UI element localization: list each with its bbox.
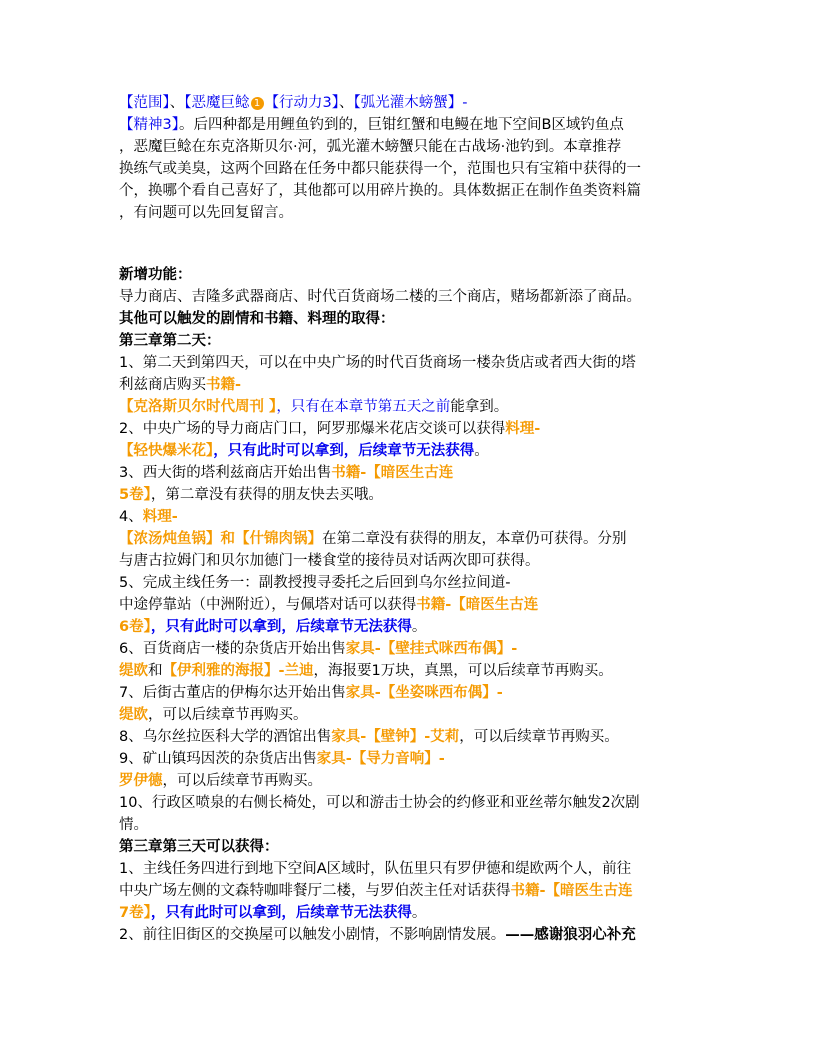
separator: 、 xyxy=(169,95,185,111)
demon-catfish-label: 【恶魔巨鲶 xyxy=(184,95,250,111)
document-page xyxy=(119,92,699,946)
highlight: 【轻快爆米花】 xyxy=(119,443,214,459)
item-3-line-a xyxy=(119,462,699,484)
spirit-label: 【精神3】 xyxy=(119,117,179,133)
note: ，只有此时可以拿到，后续章节无法获得 xyxy=(150,905,412,921)
note: ，只有在本章节第五天之前 xyxy=(276,399,451,415)
highlight: 书籍-【暗医生古连 xyxy=(510,883,633,899)
day3-item-1-line-a: 1、主线任务四进行到地下空间A区域时，队伍里只有罗伊德和缇欧两个人，前往 xyxy=(119,861,632,877)
item-1-line-b xyxy=(119,374,699,396)
text: ，可以后续章节再购买。 xyxy=(459,729,619,745)
highlight: 家具-【坐姿咪西布偶】- xyxy=(345,685,503,701)
dash: - xyxy=(462,95,468,111)
item-5-line-b xyxy=(119,594,699,616)
text: ，可以后续章节再购买。 xyxy=(148,707,308,723)
highlight: 书籍-【暗医生古连 xyxy=(331,465,454,481)
text: 能拿到。 xyxy=(450,399,509,415)
content-section xyxy=(119,264,699,946)
highlight: 缇欧 xyxy=(119,707,148,723)
highlight: 家具-【壁钟】-艾莉 xyxy=(331,729,460,745)
text: 7、后街古董店的伊梅尔达开始出售 xyxy=(119,685,346,701)
item-4-line-a xyxy=(119,506,699,528)
intro-line-4: 换练气或美臭，这两个回路在任务中都只能获得一个，范围也只有宝箱中获得的一 xyxy=(119,161,641,177)
highlight: 书籍-【暗医生古连 xyxy=(416,597,539,613)
item-4-line-b xyxy=(119,528,699,550)
item-1-line-c xyxy=(119,396,699,418)
text: 利兹商店购买 xyxy=(119,377,206,393)
text: 3、西大街的塔利兹商店开始出售 xyxy=(119,465,332,481)
highlight: 7卷】 xyxy=(119,905,151,921)
new-feature-title: 新增功能： xyxy=(119,267,192,283)
text: 中央广场左侧的文森特咖啡餐厅二楼，与罗伯茨主任对话获得 xyxy=(119,883,511,899)
text: 6、百货商店一楼的杂货店开始出售 xyxy=(119,641,346,657)
intro-line-5: 个，换哪个看自己喜好了，其他都可以用碎片换的。具体数据正在制作鱼类资料篇 xyxy=(119,183,641,199)
item-3-line-b xyxy=(119,484,699,506)
action-power-label: 【行动力3】 xyxy=(264,95,339,111)
highlight: 【克洛斯贝尔时代周刊 】 xyxy=(119,399,277,415)
item-7-line-a xyxy=(119,682,699,704)
arc-crab-label: 【弧光灌木螃蟹】 xyxy=(353,95,463,111)
separator: 、 xyxy=(338,95,354,111)
highlight: 罗伊德 xyxy=(119,773,163,789)
text: 2、前往旧街区的交换屋可以触发小剧情，不影响剧情发展。 xyxy=(119,927,506,943)
text: 。 xyxy=(474,443,489,459)
text: 和 xyxy=(148,663,163,679)
text: ，第二章没有获得的朋友快去买哦。 xyxy=(150,487,383,503)
item-5-line-a: 5、完成主线任务一：副教授搜寻委托之后回到乌尔丝拉间道- xyxy=(119,575,511,591)
highlight: 料理- xyxy=(142,509,178,525)
item-1-line-a: 1、第二天到第四天，可以在中央广场的时代百货商场一楼杂货店或者西大街的塔 xyxy=(119,355,636,371)
item-6-line-a xyxy=(119,638,699,660)
text: 2、中央广场的导力商店门口，阿罗那爆米花店交谈可以获得 xyxy=(119,421,506,437)
item-6-line-b xyxy=(119,660,699,682)
highlight: 5卷】 xyxy=(119,487,151,503)
text: ，可以后续章节再购买。 xyxy=(162,773,322,789)
other-section-title: 其他可以触发的剧情和书籍、料理的取得： xyxy=(119,311,395,327)
item-7-line-b xyxy=(119,704,699,726)
day3-item-2-line-a xyxy=(119,924,699,946)
text: ，海报要1万块，真黑，可以后续章节再购买。 xyxy=(313,663,613,679)
credit: ——感谢狼羽心补充 xyxy=(505,927,636,943)
item-9-line-a xyxy=(119,748,699,770)
item-5-line-c xyxy=(119,616,699,638)
text: 9、矿山镇玛因茨的杂货店出售 xyxy=(119,751,317,767)
text: 4、 xyxy=(119,509,143,525)
highlight: 家具-【壁挂式咪西布偶】- xyxy=(345,641,518,657)
chapter3-day3-title: 第三章第三天可以获得： xyxy=(119,839,279,855)
highlight: 【浓汤炖鱼锅】和【什锦肉锅】 xyxy=(119,531,322,547)
text: 。 xyxy=(411,905,427,921)
item-4-line-c: 与唐古拉姆门和贝尔加德门一楼食堂的接待员对话两次即可获得。 xyxy=(119,553,540,569)
highlight: 6卷】 xyxy=(119,619,151,635)
intro-line-6: ，有问题可以先回复留言。 xyxy=(119,205,293,221)
text: 8、乌尔丝拉医科大学的酒馆出售 xyxy=(119,729,332,745)
range-label: 【范围】 xyxy=(119,95,170,111)
intro-text: 。后四种都是用鲤鱼钓到的，巨钳红蟹和电鳗在地下空间B区域钓鱼点 xyxy=(178,117,624,133)
text: 中途停靠站（中洲附近），与佩塔对话可以获得 xyxy=(119,597,417,613)
note: ，只有此时可以拿到，后续章节无法获得 xyxy=(213,443,475,459)
item-2-line-a xyxy=(119,418,699,440)
item-8-line-a xyxy=(119,726,699,748)
intro-line-3: ，恶魔巨鲶在东克洛斯贝尔·河，弧光灌木螃蟹只能在古战场·池钓到。本章推荐 xyxy=(119,139,622,155)
chapter3-day2-title: 第三章第二天： xyxy=(119,333,221,349)
highlight: 书籍- xyxy=(206,377,242,393)
highlight: 料理- xyxy=(505,421,541,437)
highlight: 缇欧 xyxy=(119,663,148,679)
text: 。 xyxy=(411,619,427,635)
day3-item-1-line-b xyxy=(119,880,699,902)
note: ，只有此时可以拿到，后续章节无法获得 xyxy=(150,619,412,635)
text: 在第二章没有获得的朋友，本章仍可获得。分别 xyxy=(322,531,627,547)
item-10-line-a: 10、行政区喷泉的右侧长椅处，可以和游击士协会的约修亚和亚丝蒂尔触发2次剧 xyxy=(119,795,640,811)
intro-line-1 xyxy=(119,92,699,114)
highlight: 家具-【导力音响】- xyxy=(316,751,445,767)
highlight: 【伊利雅的海报】-兰迪 xyxy=(162,663,314,679)
intro-section xyxy=(119,92,699,224)
day3-item-1-line-c xyxy=(119,902,699,924)
item-10-line-b: 情。 xyxy=(119,817,148,833)
number-badge-icon: 1 xyxy=(251,97,264,110)
new-feature-text: 导力商店、吉隆多武器商店、时代百货商场二楼的三个商店，赌场都新添了商品。 xyxy=(119,289,641,305)
intro-line-2 xyxy=(119,114,699,136)
item-2-line-b xyxy=(119,440,699,462)
item-9-line-b xyxy=(119,770,699,792)
